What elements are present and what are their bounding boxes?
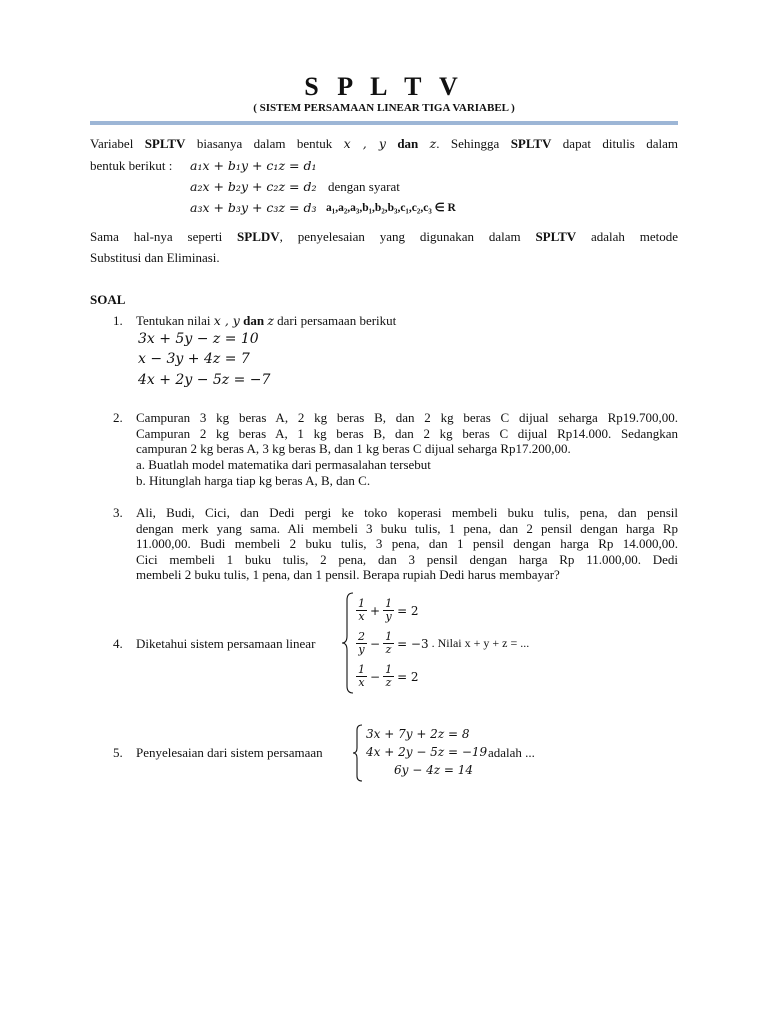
q1-vars: x , y <box>213 313 240 328</box>
q4-op: + <box>370 603 381 618</box>
q4-frac <box>356 664 367 689</box>
q1-equation-1: 3x + 5y − z = 10 <box>138 331 259 347</box>
frac-num: 1 <box>385 597 393 610</box>
question-3-number: 3. <box>113 505 123 520</box>
frac-num: 1 <box>358 597 365 610</box>
q3-line-1: Ali, Budi, Cici, dan Dedi pergi ke toko koperasi membeli buku tulis, pena, dan pensil <box>136 505 678 520</box>
q4-frac <box>383 664 394 689</box>
method-text: , penyelesaian yang digunakan dalam <box>279 229 521 244</box>
question-1-number: 1. <box>113 313 123 328</box>
q4-rhs: = −3 <box>397 636 429 651</box>
q1-text: Tentukan nilai <box>136 313 211 328</box>
q4-rhs: = 2 <box>397 669 419 684</box>
q4-prompt: Diketahui sistem persamaan linear <box>136 636 316 651</box>
q2-line-1: Campuran 3 kg beras A, 2 kg beras B, dan 2 kg beras C dijual seharga Rp19.700,00. <box>136 410 678 425</box>
q5-brace-icon <box>352 724 364 782</box>
question-5-number: 5. <box>113 745 123 760</box>
condition-label: dengan syarat <box>328 179 400 194</box>
soal-heading: SOAL <box>90 292 126 307</box>
q4-frac <box>356 598 367 623</box>
q2-sub-a: a. Buatlah model matematika dari permasalahan tersebut <box>136 457 431 472</box>
q5-suffix: adalah ... <box>488 745 535 760</box>
q4-op: − <box>370 636 381 651</box>
frac-num: 1 <box>358 663 365 676</box>
method-text: adalah metode <box>591 229 679 244</box>
q1-equation-2: x − 3y + 4z = 7 <box>138 351 250 367</box>
q2-sub-b: b. Hitunglah harga tiap kg beras A, B, dan C. <box>136 473 371 488</box>
method-term: SPLTV <box>535 229 577 244</box>
intro-dan: dan <box>397 136 419 151</box>
method-line-2: Substitusi dan Eliminasi. <box>90 250 220 265</box>
general-equation-3: a₃x + b₃y + c₃z = d₃ <box>190 200 317 215</box>
frac-den: z <box>385 643 392 656</box>
condition-set: a₁,a₂,a₃,b₁,b₂,b₃,c₁,c₂,c₃ ∈ R <box>326 202 456 214</box>
q3-line-2: dengan merk yang sama. Ali membeli 3 buku tulis, 1 pena, dan 2 pensil dengan harga Rp <box>136 520 678 536</box>
intro-text: . Sehingga <box>436 136 500 151</box>
q5-equation-1: 3x + 7y + 2z = 8 <box>366 727 470 741</box>
title-divider <box>90 121 678 125</box>
frac-num: 2 <box>358 630 365 643</box>
frac-num: 1 <box>385 663 393 676</box>
q4-frac <box>356 631 367 656</box>
intro-text: biasanya dalam bentuk <box>196 136 333 151</box>
q3-line-5: membeli 2 buku tulis, 1 pena, dan 1 pensil. Berapa rupiah Dedi harus membayar? <box>136 567 560 582</box>
intro-term: SPLTV <box>144 136 186 151</box>
q4-frac <box>383 598 394 623</box>
q4-row-2 <box>356 627 529 660</box>
q4-row-1 <box>356 594 529 627</box>
q4-suffix: . Nilai x + y + z = ... <box>431 636 530 650</box>
intro-term: SPLTV <box>510 136 552 151</box>
frac-den: y <box>385 610 392 623</box>
method-line-1 <box>90 227 678 247</box>
q4-rhs: = 2 <box>397 603 419 618</box>
q5-prompt: Penyelesaian dari sistem persamaan <box>136 745 323 760</box>
q2-line-2: Campuran 2 kg beras A, 1 kg beras B, dan 2 kg beras C dijual Rp14.000. Sedangkan <box>136 425 678 441</box>
frac-den: x <box>358 610 365 623</box>
intro-text: Variabel <box>90 136 134 151</box>
page-subtitle: ( SISTEM PERSAMAAN LINEAR TIGA VARIABEL ) <box>253 102 515 114</box>
q3-line-4: Cici membeli 1 buku tulis, 2 pena, dan 3 pensil dengan harga Rp 11.000,00. Dedi <box>136 551 678 567</box>
q4-frac <box>383 631 394 656</box>
intro-text: dapat ditulis dalam <box>562 136 678 151</box>
q2-line-3: campuran 2 kg beras A, 3 kg beras B, dan 1 kg beras C dijual seharga Rp17.200,00. <box>136 441 571 456</box>
intro-line-2: bentuk berikut : <box>90 158 173 173</box>
page-title: S P L T V <box>304 72 464 101</box>
q1-text: dari persamaan berikut <box>277 313 397 328</box>
frac-den: z <box>385 676 392 689</box>
q1-equation-3: 4x + 2y − 5z = −7 <box>138 372 271 388</box>
q1-var-z: z <box>267 313 274 328</box>
q4-op: − <box>370 669 381 684</box>
intro-var-z: z <box>429 136 437 151</box>
question-4-number: 4. <box>113 636 123 651</box>
general-equation-1: a₁x + b₁y + c₁z = d₁ <box>190 158 317 173</box>
method-text: Sama hal-nya seperti <box>90 229 223 244</box>
intro-vars: x , y <box>343 136 386 151</box>
frac-den: x <box>358 676 365 689</box>
general-equation-2: a₂x + b₂y + c₂z = d₂ <box>190 179 317 194</box>
q4-system <box>356 594 529 693</box>
frac-den: y <box>358 643 365 656</box>
intro-line-1 <box>90 134 678 154</box>
q3-line-3: 11.000,00. Budi membeli 2 buku tulis, 3 pena, dan 1 pensil dengan harga Rp 14.000,00. <box>136 536 678 551</box>
q4-brace-icon <box>341 592 355 694</box>
question-1-prompt <box>136 313 396 329</box>
frac-num: 1 <box>385 630 393 643</box>
q5-equation-2: 4x + 2y − 5z = −19 <box>366 745 488 759</box>
question-2-number: 2. <box>113 410 123 425</box>
method-term: SPLDV <box>237 229 280 244</box>
q4-row-3 <box>356 660 529 693</box>
q1-dan: dan <box>243 313 265 328</box>
q5-equation-3: 6y − 4z = 14 <box>394 763 474 777</box>
